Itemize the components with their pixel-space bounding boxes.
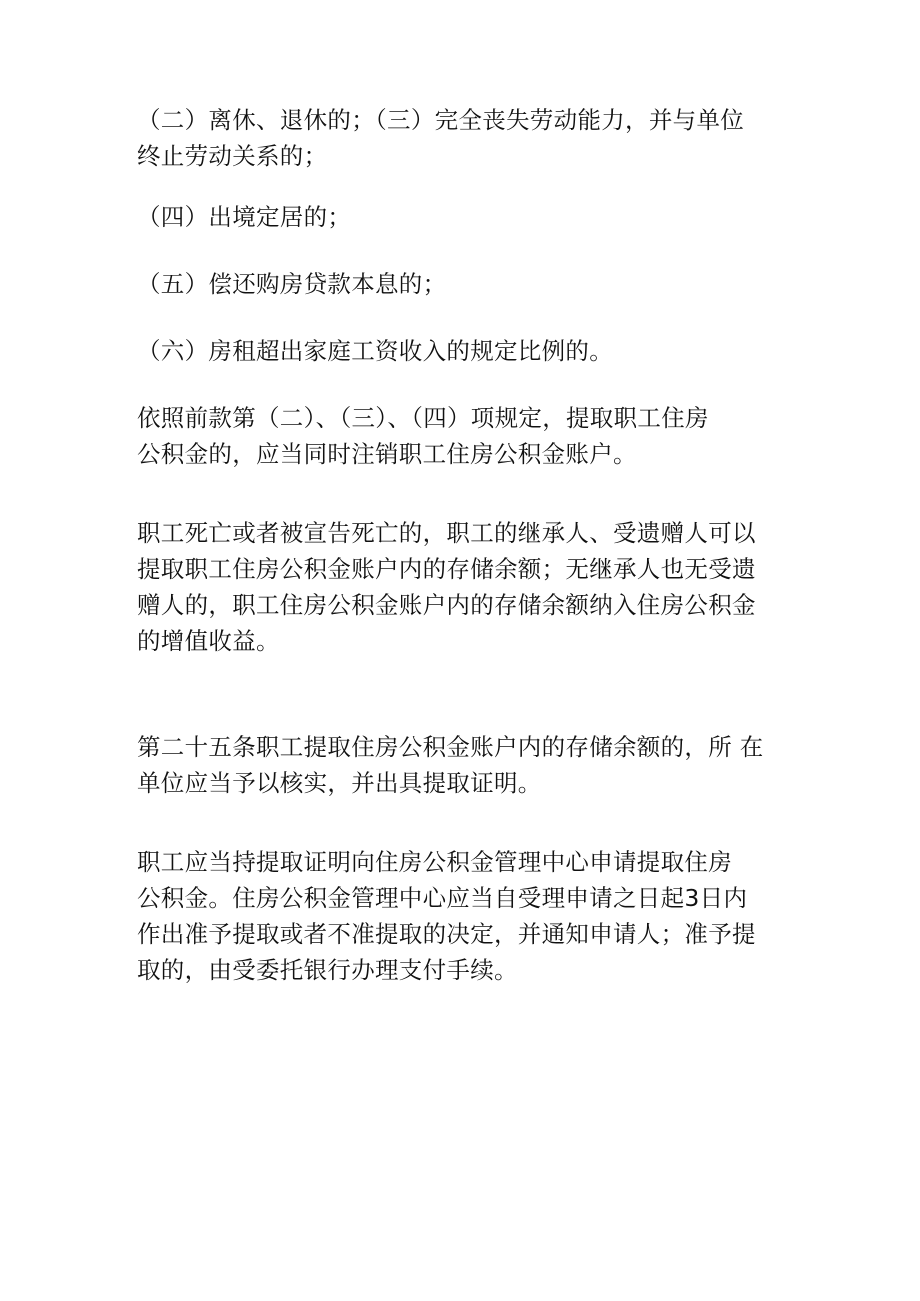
paragraph-line: 第二十五条职工提取住房公积金账户内的存储余额的，所 在 bbox=[137, 733, 764, 761]
paragraph-line: 提取职工住房公积金账户内的存储余额；无继承人也无受遗 bbox=[137, 555, 756, 583]
paragraph-line: 依照前款第（二）、（三）、（四）项规定，提取职工住房 bbox=[137, 404, 709, 432]
paragraph-line: 终止劳动关系的； bbox=[137, 142, 328, 170]
paragraph-line: 的增值收益。 bbox=[137, 627, 280, 655]
paragraph-line: （四）出境定居的； bbox=[137, 203, 352, 231]
paragraph-line: （六）房租超出家庭工资收入的规定比例的。 bbox=[137, 337, 613, 365]
paragraph-retirement-disability bbox=[137, 102, 787, 174]
paragraph-loan-repayment bbox=[137, 266, 787, 302]
paragraph-withdrawal-procedure bbox=[137, 844, 787, 988]
paragraph-line: （二）离休、退休的；（三）完全丧失劳动能力，并与单位 bbox=[137, 106, 745, 134]
paragraph-line: 公积金。住房公积金管理中心应当自受理申请之日起3日内 bbox=[137, 884, 748, 912]
paragraph-emigration bbox=[137, 199, 787, 235]
paragraph-line: 公积金的，应当同时注销职工住房公积金账户。 bbox=[137, 440, 637, 468]
paragraph-account-cancellation bbox=[137, 400, 787, 472]
paragraph-line: （五）偿还购房贷款本息的； bbox=[137, 270, 447, 298]
paragraph-line: 单位应当予以核实，并出具提取证明。 bbox=[137, 769, 542, 797]
paragraph-death-inheritance bbox=[137, 515, 787, 659]
paragraph-line: 取的，由受委托银行办理支付手续。 bbox=[137, 956, 518, 984]
paragraph-line: 作出准予提取或者不准提取的决定，并通知申请人；准予提 bbox=[137, 920, 756, 948]
paragraph-article-25 bbox=[137, 729, 787, 801]
paragraph-line: 赠人的，职工住房公积金账户内的存储余额纳入住房公积金 bbox=[137, 591, 756, 619]
paragraph-line: 职工应当持提取证明向住房公积金管理中心申请提取住房 bbox=[137, 848, 732, 876]
paragraph-rent-ratio bbox=[137, 333, 787, 369]
paragraph-line: 职工死亡或者被宣告死亡的，职工的继承人、受遗赠人可以 bbox=[137, 519, 756, 547]
